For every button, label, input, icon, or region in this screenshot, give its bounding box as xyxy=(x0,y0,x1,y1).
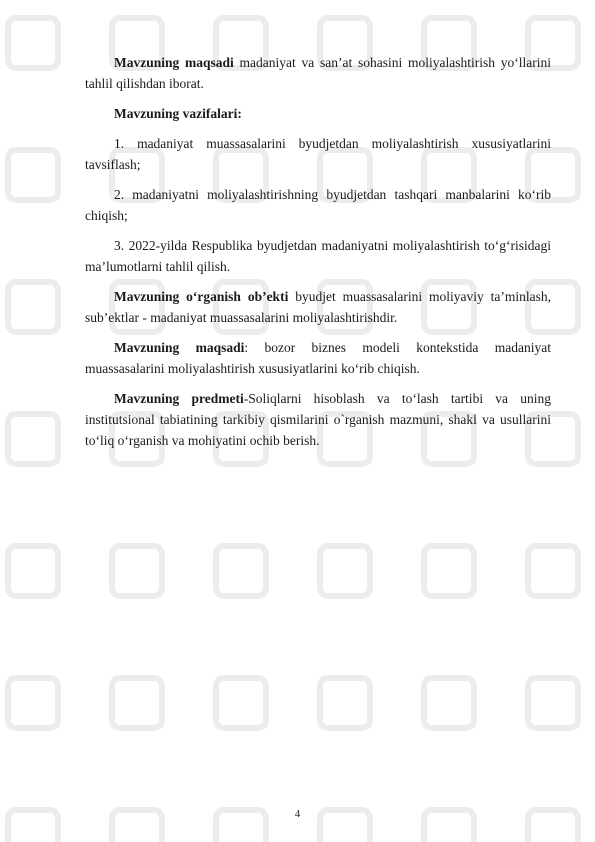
goal-2-text: : bozor biznes modeli kontekstida madaniyat muassasalarini moliyalashtirish xususiyatlarini ko‘rib chiqish. xyxy=(85,340,551,376)
watermark-tile xyxy=(8,150,58,200)
watermark-tile xyxy=(528,546,578,596)
document-body xyxy=(85,52,551,460)
watermark-tile xyxy=(528,678,578,728)
paragraph-goal-bold: Mavzuning maqsadi xyxy=(114,55,234,70)
page-number: 4 xyxy=(294,808,301,820)
watermark-tile xyxy=(8,414,58,464)
watermark-tile xyxy=(320,546,370,596)
paragraph-goal xyxy=(85,52,551,94)
goal-2-bold: Mavzuning maqsadi xyxy=(114,340,245,355)
paragraph-task-1 xyxy=(85,133,551,175)
paragraph-tasks-heading xyxy=(85,103,551,124)
watermark-tile xyxy=(8,282,58,332)
watermark-tile xyxy=(112,678,162,728)
watermark-tile xyxy=(8,546,58,596)
task-3-text: 3. 2022-yilda Respublika byudjetdan madaniyatni moliyalashtirish to‘g‘risidagi ma’lumotlarni tahlil qilish. xyxy=(85,238,551,274)
task-2-text: 2. madaniyatni moliyalashtirishning byudjetdan tashqari manbalarini ko‘rib chiqish; xyxy=(85,187,551,223)
paragraph-goal-text: madaniyat va san’at sohasini moliyalashtirish yo‘llarini tahlil qilishdan iborat. xyxy=(85,55,551,91)
paragraph-subject xyxy=(85,388,551,451)
tasks-heading: Mavzuning vazifalari: xyxy=(114,106,242,121)
task-1-text: 1. madaniyat muassasalarini byudjetdan moliyalashtirish xususiyatlarini tavsiflash; xyxy=(85,136,551,172)
object-bold: Mavzuning o‘rganish ob’ekti xyxy=(114,289,289,304)
watermark-tile xyxy=(216,546,266,596)
subject-text: -Soliqlarni hisoblash va to‘lash tartibi va uning institutsional tabiatining tarkibiy qismilarini o`rganish mazmuni, shakl va usullarini to‘liq o‘rganish va mohiyatini ochib berish. xyxy=(85,391,551,448)
subject-bold: Mavzuning predmeti xyxy=(114,391,244,406)
object-text: byudjet muassasalarini moliyaviy ta’minlash, sub’ektlar - madaniyat muassasalarini moliyalashtirishdir. xyxy=(85,289,551,325)
watermark-tile xyxy=(216,678,266,728)
watermark-tile xyxy=(8,678,58,728)
watermark-tile xyxy=(8,18,58,68)
watermark-tile xyxy=(424,546,474,596)
watermark-tile xyxy=(112,546,162,596)
paragraph-task-2 xyxy=(85,184,551,226)
paragraph-task-3 xyxy=(85,235,551,277)
watermark-tile xyxy=(320,678,370,728)
paragraph-object xyxy=(85,286,551,328)
watermark-tile xyxy=(424,678,474,728)
paragraph-goal-2 xyxy=(85,337,551,379)
